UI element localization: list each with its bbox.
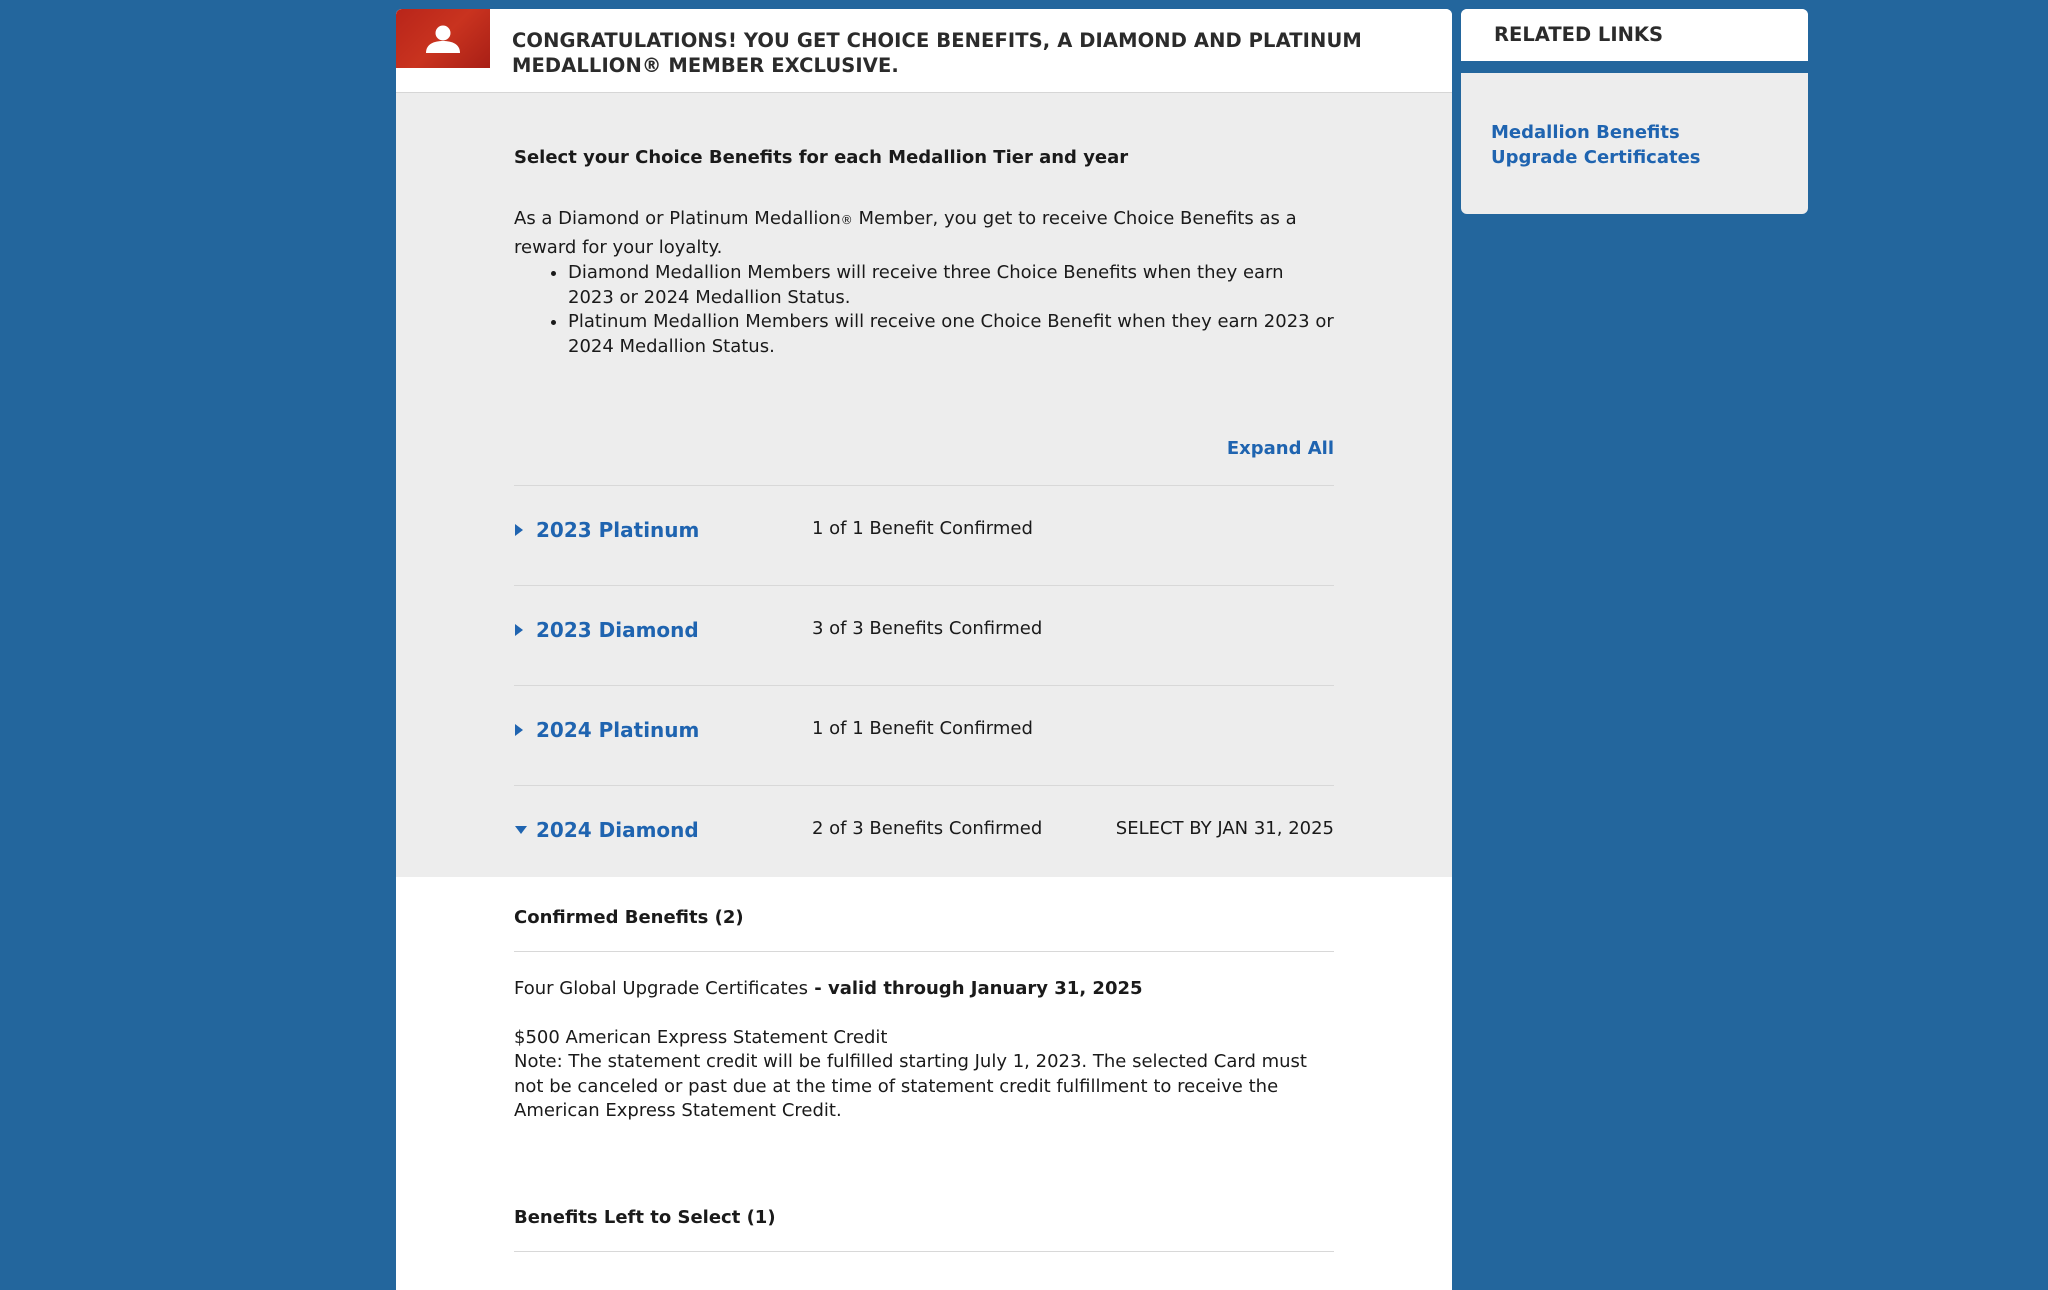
tier-row-2024-diamond[interactable] xyxy=(514,785,1334,886)
tier-status: 1 of 1 Benefit Confirmed xyxy=(812,518,1033,539)
benefit-item xyxy=(514,977,1334,1002)
tier-benefit-list xyxy=(514,261,1334,359)
benefit-note: Note: The statement credit will be fulfilled starting July 1, 2023. The selected Card must not be canceled or past due at the time of statement credit fulfillment to receive the American Express Statement Credit. xyxy=(514,1051,1307,1121)
tier-status: 1 of 1 Benefit Confirmed xyxy=(812,718,1033,739)
choice-benefits-panel xyxy=(396,93,1452,877)
benefit-validity: - valid through January 31, 2025 xyxy=(807,978,1143,999)
tier-row-2023-diamond[interactable] xyxy=(514,585,1334,686)
tier-status: 2 of 3 Benefits Confirmed xyxy=(812,818,1043,839)
confirmed-benefits-section xyxy=(514,907,1334,1124)
tier-deadline: SELECT BY JAN 31, 2025 xyxy=(1115,818,1334,839)
benefit-item xyxy=(514,1026,1334,1124)
registered-mark: ® xyxy=(840,213,853,227)
main-panel xyxy=(396,9,1452,1290)
intro-paragraph: As a Diamond or Platinum Medallion® Member, you get to receive Choice Benefits as a reward for your loyalty. xyxy=(514,208,1297,258)
intro-text xyxy=(514,205,1334,359)
tier-name[interactable]: 2024 Diamond xyxy=(536,818,699,842)
caret-right-icon xyxy=(514,623,524,637)
expand-all-link[interactable]: Expand All xyxy=(1226,438,1334,459)
upgrade-certificates-link[interactable]: Upgrade Certificates xyxy=(1491,146,1701,168)
tier-name[interactable]: 2023 Diamond xyxy=(536,618,699,642)
tier-status: 3 of 3 Benefits Confirmed xyxy=(812,618,1043,639)
benefit-name: $500 American Express Statement Credit xyxy=(514,1026,888,1048)
benefit-name: Four Global Upgrade Certificates xyxy=(514,978,808,999)
congratulations-banner xyxy=(396,9,1452,93)
confirmed-benefits-heading: Confirmed Benefits (2) xyxy=(514,907,1334,952)
benefits-left-section xyxy=(514,1207,1334,1252)
related-links-panel xyxy=(1461,9,1808,214)
tier-row-2024-platinum[interactable] xyxy=(514,685,1334,786)
list-item: • Diamond Medallion Members will receive three Choice Benefits when they earn 2023 or 2024 Medallion Status. xyxy=(568,261,1334,310)
related-links-title: RELATED LINKS xyxy=(1494,23,1664,46)
tier-name[interactable]: 2023 Platinum xyxy=(536,518,700,542)
select-benefits-heading: Select your Choice Benefits for each Medallion Tier and year xyxy=(514,147,1129,168)
person-icon xyxy=(424,24,462,54)
tier-row-2023-platinum[interactable] xyxy=(514,485,1334,586)
related-links-list xyxy=(1491,121,1701,170)
tier-name[interactable]: 2024 Platinum xyxy=(536,718,700,742)
caret-right-icon xyxy=(514,523,524,537)
caret-down-icon xyxy=(514,825,528,835)
banner-message: CONGRATULATIONS! YOU GET CHOICE BENEFITS, A DIAMOND AND PLATINUM MEDALLION® MEMBER EXCLUSIVE. xyxy=(512,29,1362,77)
benefits-left-heading: Benefits Left to Select (1) xyxy=(514,1207,1334,1252)
caret-right-icon xyxy=(514,723,524,737)
banner-icon-box xyxy=(396,9,490,68)
medallion-benefits-link[interactable]: Medallion Benefits xyxy=(1491,122,1680,143)
list-item: • Platinum Medallion Members will receive one Choice Benefit when they earn 2023 or 2024 Medallion Status. xyxy=(568,310,1334,359)
